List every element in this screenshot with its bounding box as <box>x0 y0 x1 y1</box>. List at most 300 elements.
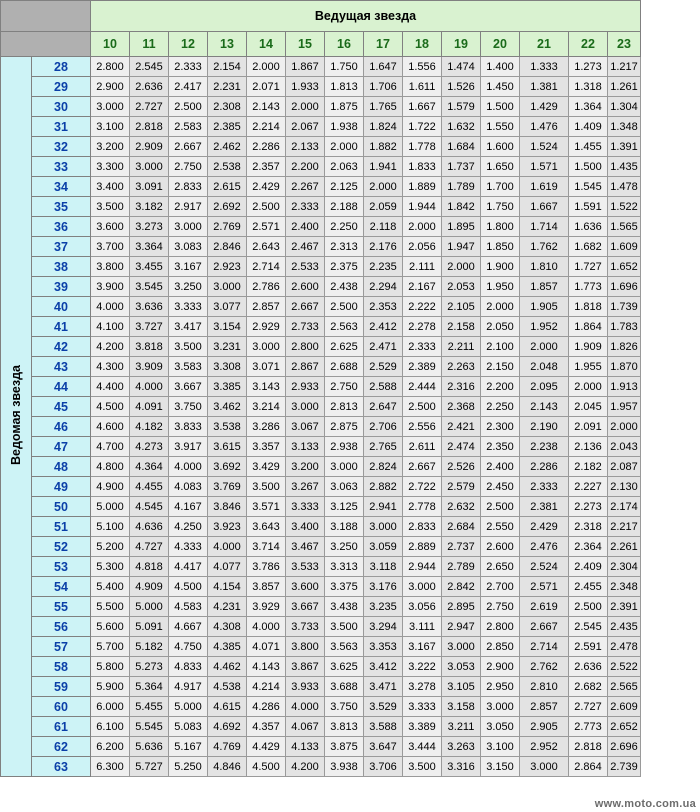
table-row <box>1 617 641 637</box>
table-row <box>1 597 641 617</box>
cell-r55-c20: 2.750 <box>481 597 520 617</box>
cell-r41-c16: 2.563 <box>325 317 364 337</box>
cell-r37-c10: 3.700 <box>91 237 130 257</box>
cell-r52-c16: 3.250 <box>325 537 364 557</box>
cell-r48-c15: 3.200 <box>286 457 325 477</box>
cell-r37-c16: 2.313 <box>325 237 364 257</box>
cell-r31-c20: 1.550 <box>481 117 520 137</box>
left-header-label <box>1 57 32 777</box>
cell-r62-c17: 3.647 <box>364 737 403 757</box>
cell-r37-c17: 2.176 <box>364 237 403 257</box>
cell-r46-c23: 2.000 <box>608 417 641 437</box>
cell-r29-c14: 2.071 <box>247 77 286 97</box>
cell-r56-c14: 4.000 <box>247 617 286 637</box>
column-header-15: 15 <box>286 32 325 57</box>
cell-r55-c10: 5.500 <box>91 597 130 617</box>
cell-r31-c18: 1.722 <box>403 117 442 137</box>
row-header-50: 50 <box>32 497 91 517</box>
cell-r46-c22: 2.091 <box>569 417 608 437</box>
cell-r48-c23: 2.087 <box>608 457 641 477</box>
cell-r62-c12: 5.167 <box>169 737 208 757</box>
cell-r41-c19: 2.158 <box>442 317 481 337</box>
cell-r54-c20: 2.700 <box>481 577 520 597</box>
cell-r61-c22: 2.773 <box>569 717 608 737</box>
cell-r51-c10: 5.100 <box>91 517 130 537</box>
cell-r36-c16: 2.250 <box>325 217 364 237</box>
cell-r38-c18: 2.111 <box>403 257 442 277</box>
cell-r37-c23: 1.609 <box>608 237 641 257</box>
cell-r39-c10: 3.900 <box>91 277 130 297</box>
cell-r51-c22: 2.318 <box>569 517 608 537</box>
table-row <box>1 97 641 117</box>
column-header-17: 17 <box>364 32 403 57</box>
cell-r43-c22: 1.955 <box>569 357 608 377</box>
cell-r32-c13: 2.462 <box>208 137 247 157</box>
row-header-47: 47 <box>32 437 91 457</box>
cell-r49-c19: 2.579 <box>442 477 481 497</box>
cell-r46-c17: 2.706 <box>364 417 403 437</box>
cell-r59-c22: 2.682 <box>569 677 608 697</box>
cell-r61-c12: 5.083 <box>169 717 208 737</box>
row-header-28: 28 <box>32 57 91 77</box>
table-row <box>1 237 641 257</box>
cell-r60-c23: 2.609 <box>608 697 641 717</box>
cell-r39-c21: 1.857 <box>520 277 569 297</box>
cell-r52-c17: 3.059 <box>364 537 403 557</box>
cell-r44-c19: 2.316 <box>442 377 481 397</box>
column-header-11: 11 <box>130 32 169 57</box>
cell-r58-c16: 3.625 <box>325 657 364 677</box>
cell-r47-c20: 2.350 <box>481 437 520 457</box>
cell-r50-c21: 2.381 <box>520 497 569 517</box>
cell-r40-c19: 2.105 <box>442 297 481 317</box>
cell-r43-c21: 2.048 <box>520 357 569 377</box>
cell-r53-c14: 3.786 <box>247 557 286 577</box>
table-row <box>1 517 641 537</box>
cell-r44-c13: 3.385 <box>208 377 247 397</box>
cell-r51-c14: 3.643 <box>247 517 286 537</box>
cell-r50-c15: 3.333 <box>286 497 325 517</box>
cell-r57-c20: 2.850 <box>481 637 520 657</box>
cell-r30-c12: 2.500 <box>169 97 208 117</box>
cell-r40-c13: 3.077 <box>208 297 247 317</box>
cell-r46-c13: 3.538 <box>208 417 247 437</box>
table-row <box>1 437 641 457</box>
cell-r63-c16: 3.938 <box>325 757 364 777</box>
table-row <box>1 337 641 357</box>
cell-r56-c19: 2.947 <box>442 617 481 637</box>
cell-r43-c11: 3.909 <box>130 357 169 377</box>
cell-r63-c19: 3.316 <box>442 757 481 777</box>
cell-r48-c21: 2.286 <box>520 457 569 477</box>
cell-r38-c19: 2.000 <box>442 257 481 277</box>
cell-r39-c13: 3.000 <box>208 277 247 297</box>
cell-r36-c11: 3.273 <box>130 217 169 237</box>
cell-r62-c13: 4.769 <box>208 737 247 757</box>
cell-r44-c16: 2.750 <box>325 377 364 397</box>
cell-r42-c15: 2.800 <box>286 337 325 357</box>
cell-r60-c21: 2.857 <box>520 697 569 717</box>
cell-r49-c10: 4.900 <box>91 477 130 497</box>
cell-r35-c20: 1.750 <box>481 197 520 217</box>
cell-r60-c15: 4.000 <box>286 697 325 717</box>
cell-r63-c18: 3.500 <box>403 757 442 777</box>
cell-r28-c23: 1.217 <box>608 57 641 77</box>
cell-r58-c20: 2.900 <box>481 657 520 677</box>
cell-r53-c10: 5.300 <box>91 557 130 577</box>
column-header-22: 22 <box>569 32 608 57</box>
cell-r59-c16: 3.688 <box>325 677 364 697</box>
cell-r55-c14: 3.929 <box>247 597 286 617</box>
cell-r38-c22: 1.727 <box>569 257 608 277</box>
table-row <box>1 77 641 97</box>
row-header-52: 52 <box>32 537 91 557</box>
cell-r41-c15: 2.733 <box>286 317 325 337</box>
cell-r42-c10: 4.200 <box>91 337 130 357</box>
cell-r45-c17: 2.647 <box>364 397 403 417</box>
cell-r51-c19: 2.684 <box>442 517 481 537</box>
table-row <box>1 197 641 217</box>
cell-r41-c17: 2.412 <box>364 317 403 337</box>
cell-r30-c19: 1.579 <box>442 97 481 117</box>
cell-r29-c20: 1.450 <box>481 77 520 97</box>
cell-r34-c16: 2.125 <box>325 177 364 197</box>
top-header-title: Ведущая звезда <box>91 1 641 32</box>
cell-r36-c15: 2.400 <box>286 217 325 237</box>
cell-r47-c22: 2.136 <box>569 437 608 457</box>
cell-r31-c22: 1.409 <box>569 117 608 137</box>
table-row <box>1 557 641 577</box>
cell-r61-c11: 5.545 <box>130 717 169 737</box>
cell-r32-c23: 1.391 <box>608 137 641 157</box>
cell-r35-c21: 1.667 <box>520 197 569 217</box>
cell-r38-c15: 2.533 <box>286 257 325 277</box>
cell-r35-c12: 2.917 <box>169 197 208 217</box>
cell-r37-c12: 3.083 <box>169 237 208 257</box>
cell-r56-c12: 4.667 <box>169 617 208 637</box>
table-row <box>1 577 641 597</box>
column-header-16: 16 <box>325 32 364 57</box>
cell-r62-c22: 2.818 <box>569 737 608 757</box>
cell-r32-c16: 2.000 <box>325 137 364 157</box>
cell-r44-c21: 2.095 <box>520 377 569 397</box>
cell-r57-c16: 3.563 <box>325 637 364 657</box>
cell-r51-c11: 4.636 <box>130 517 169 537</box>
cell-r53-c13: 4.077 <box>208 557 247 577</box>
cell-r45-c23: 1.957 <box>608 397 641 417</box>
table-row <box>1 297 641 317</box>
cell-r46-c12: 3.833 <box>169 417 208 437</box>
cell-r61-c20: 3.050 <box>481 717 520 737</box>
row-header-58: 58 <box>32 657 91 677</box>
cell-r54-c18: 3.000 <box>403 577 442 597</box>
table-row <box>1 737 641 757</box>
cell-r63-c17: 3.706 <box>364 757 403 777</box>
cell-r44-c14: 3.143 <box>247 377 286 397</box>
cell-r56-c17: 3.294 <box>364 617 403 637</box>
cell-r62-c20: 3.100 <box>481 737 520 757</box>
cell-r53-c20: 2.650 <box>481 557 520 577</box>
row-header-48: 48 <box>32 457 91 477</box>
cell-r60-c14: 4.286 <box>247 697 286 717</box>
cell-r42-c12: 3.500 <box>169 337 208 357</box>
cell-r30-c14: 2.143 <box>247 97 286 117</box>
cell-r50-c12: 4.167 <box>169 497 208 517</box>
cell-r29-c10: 2.900 <box>91 77 130 97</box>
cell-r40-c22: 1.818 <box>569 297 608 317</box>
cell-r40-c11: 3.636 <box>130 297 169 317</box>
cell-r41-c21: 1.952 <box>520 317 569 337</box>
cell-r37-c22: 1.682 <box>569 237 608 257</box>
cell-r36-c22: 1.636 <box>569 217 608 237</box>
cell-r55-c16: 3.438 <box>325 597 364 617</box>
cell-r30-c15: 2.000 <box>286 97 325 117</box>
cell-r62-c16: 3.875 <box>325 737 364 757</box>
cell-r55-c12: 4.583 <box>169 597 208 617</box>
cell-r51-c12: 4.250 <box>169 517 208 537</box>
cell-r61-c14: 4.357 <box>247 717 286 737</box>
cell-r45-c19: 2.368 <box>442 397 481 417</box>
cell-r45-c12: 3.750 <box>169 397 208 417</box>
row-header-44: 44 <box>32 377 91 397</box>
table-row <box>1 717 641 737</box>
cell-r47-c17: 2.765 <box>364 437 403 457</box>
cell-r49-c14: 3.500 <box>247 477 286 497</box>
cell-r49-c22: 2.227 <box>569 477 608 497</box>
cell-r29-c17: 1.706 <box>364 77 403 97</box>
cell-r32-c10: 3.200 <box>91 137 130 157</box>
cell-r50-c20: 2.500 <box>481 497 520 517</box>
cell-r61-c23: 2.652 <box>608 717 641 737</box>
cell-r55-c19: 2.895 <box>442 597 481 617</box>
cell-r58-c14: 4.143 <box>247 657 286 677</box>
cell-r57-c14: 4.071 <box>247 637 286 657</box>
cell-r50-c14: 3.571 <box>247 497 286 517</box>
table-row <box>1 697 641 717</box>
cell-r40-c16: 2.500 <box>325 297 364 317</box>
cell-r30-c22: 1.364 <box>569 97 608 117</box>
cell-r48-c19: 2.526 <box>442 457 481 477</box>
cell-r36-c18: 2.000 <box>403 217 442 237</box>
cell-r56-c22: 2.545 <box>569 617 608 637</box>
cell-r46-c16: 2.875 <box>325 417 364 437</box>
cell-r42-c20: 2.100 <box>481 337 520 357</box>
cell-r61-c17: 3.588 <box>364 717 403 737</box>
cell-r54-c23: 2.348 <box>608 577 641 597</box>
cell-r52-c22: 2.364 <box>569 537 608 557</box>
cell-r47-c21: 2.238 <box>520 437 569 457</box>
cell-r63-c11: 5.727 <box>130 757 169 777</box>
cell-r36-c17: 2.118 <box>364 217 403 237</box>
cell-r34-c17: 2.000 <box>364 177 403 197</box>
cell-r45-c14: 3.214 <box>247 397 286 417</box>
cell-r43-c16: 2.688 <box>325 357 364 377</box>
cell-r40-c17: 2.353 <box>364 297 403 317</box>
cell-r47-c16: 2.938 <box>325 437 364 457</box>
cell-r53-c16: 3.313 <box>325 557 364 577</box>
row-header-38: 38 <box>32 257 91 277</box>
cell-r30-c17: 1.765 <box>364 97 403 117</box>
cell-r39-c14: 2.786 <box>247 277 286 297</box>
cell-r45-c13: 3.462 <box>208 397 247 417</box>
cell-r29-c12: 2.417 <box>169 77 208 97</box>
column-header-20: 20 <box>481 32 520 57</box>
cell-r49-c18: 2.722 <box>403 477 442 497</box>
table-row <box>1 497 641 517</box>
cell-r62-c15: 4.133 <box>286 737 325 757</box>
cell-r36-c19: 1.895 <box>442 217 481 237</box>
cell-r33-c22: 1.500 <box>569 157 608 177</box>
cell-r31-c21: 1.476 <box>520 117 569 137</box>
cell-r58-c17: 3.412 <box>364 657 403 677</box>
cell-r38-c21: 1.810 <box>520 257 569 277</box>
cell-r55-c18: 3.056 <box>403 597 442 617</box>
cell-r35-c23: 1.522 <box>608 197 641 217</box>
cell-r30-c11: 2.727 <box>130 97 169 117</box>
cell-r32-c19: 1.684 <box>442 137 481 157</box>
cell-r59-c23: 2.565 <box>608 677 641 697</box>
cell-r29-c23: 1.261 <box>608 77 641 97</box>
cell-r31-c10: 3.100 <box>91 117 130 137</box>
table-row <box>1 477 641 497</box>
row-header-45: 45 <box>32 397 91 417</box>
cell-r43-c18: 2.389 <box>403 357 442 377</box>
row-header-43: 43 <box>32 357 91 377</box>
cell-r34-c14: 2.429 <box>247 177 286 197</box>
cell-r44-c10: 4.400 <box>91 377 130 397</box>
cell-r35-c11: 3.182 <box>130 197 169 217</box>
cell-r57-c21: 2.714 <box>520 637 569 657</box>
cell-r41-c23: 1.783 <box>608 317 641 337</box>
cell-r28-c13: 2.154 <box>208 57 247 77</box>
cell-r39-c11: 3.545 <box>130 277 169 297</box>
cell-r45-c18: 2.500 <box>403 397 442 417</box>
row-header-36: 36 <box>32 217 91 237</box>
cell-r59-c20: 2.950 <box>481 677 520 697</box>
cell-r58-c11: 5.273 <box>130 657 169 677</box>
cell-r43-c20: 2.150 <box>481 357 520 377</box>
cell-r33-c15: 2.200 <box>286 157 325 177</box>
cell-r51-c13: 3.923 <box>208 517 247 537</box>
cell-r40-c20: 2.000 <box>481 297 520 317</box>
cell-r54-c21: 2.571 <box>520 577 569 597</box>
cell-r43-c23: 1.870 <box>608 357 641 377</box>
cell-r43-c15: 2.867 <box>286 357 325 377</box>
cell-r50-c22: 2.273 <box>569 497 608 517</box>
cell-r50-c19: 2.632 <box>442 497 481 517</box>
cell-r56-c13: 4.308 <box>208 617 247 637</box>
cell-r47-c18: 2.611 <box>403 437 442 457</box>
watermark: www.moto.com.ua <box>594 798 696 810</box>
row-header-60: 60 <box>32 697 91 717</box>
row-header-41: 41 <box>32 317 91 337</box>
cell-r37-c15: 2.467 <box>286 237 325 257</box>
cell-r29-c22: 1.318 <box>569 77 608 97</box>
table-row <box>1 57 641 77</box>
cell-r45-c22: 2.045 <box>569 397 608 417</box>
cell-r44-c20: 2.200 <box>481 377 520 397</box>
row-header-46: 46 <box>32 417 91 437</box>
cell-r44-c17: 2.588 <box>364 377 403 397</box>
column-header-21: 21 <box>520 32 569 57</box>
cell-r42-c22: 1.909 <box>569 337 608 357</box>
cell-r59-c17: 3.471 <box>364 677 403 697</box>
cell-r52-c12: 4.333 <box>169 537 208 557</box>
cell-r51-c20: 2.550 <box>481 517 520 537</box>
table-row <box>1 457 641 477</box>
row-header-34: 34 <box>32 177 91 197</box>
cell-r45-c16: 2.813 <box>325 397 364 417</box>
left-header-text: Ведомая звезда <box>9 365 23 465</box>
cell-r59-c14: 4.214 <box>247 677 286 697</box>
cell-r49-c13: 3.769 <box>208 477 247 497</box>
cell-r52-c23: 2.261 <box>608 537 641 557</box>
cell-r60-c10: 6.000 <box>91 697 130 717</box>
cell-r46-c18: 2.556 <box>403 417 442 437</box>
cell-r63-c23: 2.739 <box>608 757 641 777</box>
cell-r48-c22: 2.182 <box>569 457 608 477</box>
cell-r53-c18: 2.944 <box>403 557 442 577</box>
row-header-39: 39 <box>32 277 91 297</box>
row-header-33: 33 <box>32 157 91 177</box>
cell-r29-c19: 1.526 <box>442 77 481 97</box>
cell-r52-c18: 2.889 <box>403 537 442 557</box>
cell-r30-c10: 3.000 <box>91 97 130 117</box>
cell-r59-c12: 4.917 <box>169 677 208 697</box>
cell-r31-c16: 1.938 <box>325 117 364 137</box>
cell-r51-c17: 3.000 <box>364 517 403 537</box>
cell-r46-c14: 3.286 <box>247 417 286 437</box>
cell-r41-c13: 3.154 <box>208 317 247 337</box>
cell-r35-c18: 1.944 <box>403 197 442 217</box>
cell-r57-c18: 3.167 <box>403 637 442 657</box>
cell-r35-c14: 2.500 <box>247 197 286 217</box>
cell-r51-c18: 2.833 <box>403 517 442 537</box>
cell-r32-c11: 2.909 <box>130 137 169 157</box>
cell-r43-c19: 2.263 <box>442 357 481 377</box>
table-row <box>1 277 641 297</box>
cell-r28-c11: 2.545 <box>130 57 169 77</box>
cell-r63-c21: 3.000 <box>520 757 569 777</box>
cell-r36-c10: 3.600 <box>91 217 130 237</box>
cell-r61-c13: 4.692 <box>208 717 247 737</box>
cell-r42-c11: 3.818 <box>130 337 169 357</box>
cell-r48-c11: 4.364 <box>130 457 169 477</box>
table-row <box>1 177 641 197</box>
cell-r28-c18: 1.556 <box>403 57 442 77</box>
cell-r59-c21: 2.810 <box>520 677 569 697</box>
cell-r39-c18: 2.167 <box>403 277 442 297</box>
cell-r41-c11: 3.727 <box>130 317 169 337</box>
cell-r55-c23: 2.391 <box>608 597 641 617</box>
column-header-10: 10 <box>91 32 130 57</box>
cell-r38-c16: 2.375 <box>325 257 364 277</box>
cell-r37-c21: 1.762 <box>520 237 569 257</box>
cell-r61-c18: 3.389 <box>403 717 442 737</box>
cell-r61-c10: 6.100 <box>91 717 130 737</box>
cell-r33-c13: 2.538 <box>208 157 247 177</box>
cell-r37-c14: 2.643 <box>247 237 286 257</box>
cell-r33-c14: 2.357 <box>247 157 286 177</box>
cell-r32-c21: 1.524 <box>520 137 569 157</box>
cell-r59-c15: 3.933 <box>286 677 325 697</box>
cell-r62-c21: 2.952 <box>520 737 569 757</box>
cell-r54-c10: 5.400 <box>91 577 130 597</box>
cell-r39-c23: 1.696 <box>608 277 641 297</box>
cell-r38-c23: 1.652 <box>608 257 641 277</box>
cell-r55-c22: 2.500 <box>569 597 608 617</box>
cell-r57-c23: 2.478 <box>608 637 641 657</box>
